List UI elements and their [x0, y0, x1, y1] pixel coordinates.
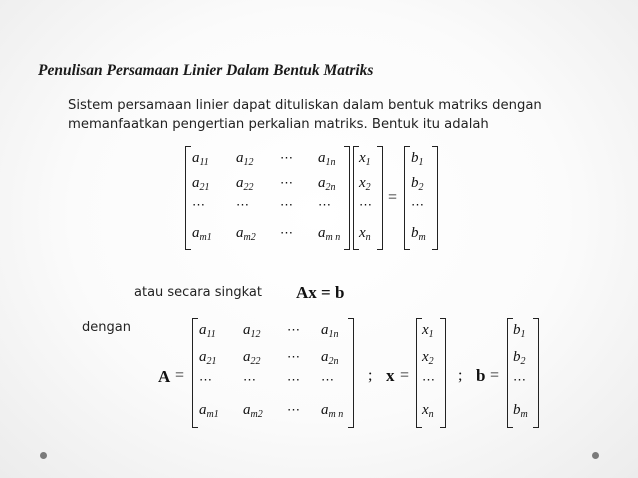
matrix-cell-symbol: a [243, 402, 251, 418]
matrix-cell-symbol: ⋯ [280, 197, 293, 212]
matrix-cell-symbol: a [236, 150, 244, 166]
matrix-cell-subscript: 11 [206, 329, 216, 340]
matrix-cell-symbol: a [192, 150, 200, 166]
vector-x-cell-symbol: ⋯ [359, 197, 372, 212]
slide-dot-right [592, 452, 599, 459]
vector-b-cell-symbol: ⋯ [513, 372, 526, 387]
label-x: x [386, 366, 395, 385]
vector-b-cell-symbol: b [513, 322, 521, 338]
matrix-cell-subscript: 22 [243, 182, 254, 193]
matrix-cell-subscript: m n [328, 409, 344, 420]
vector-b-cell-subscript: 1 [520, 329, 526, 340]
label-a: A [158, 367, 171, 386]
matrix-cell [318, 225, 340, 243]
matrix-cell [318, 150, 336, 168]
matrix-cell [243, 372, 256, 389]
semicolon-1: ; [368, 367, 373, 384]
matrix-cell [287, 322, 300, 339]
matrix-cell-symbol: a [243, 322, 251, 338]
matrix-cell [192, 150, 209, 168]
matrix-cell-symbol: a [192, 175, 200, 191]
vector-x-cell-symbol: x [422, 402, 429, 418]
matrix-cell [192, 197, 205, 214]
vector-b-cell-subscript: 2 [520, 356, 526, 367]
vector-x-cell-symbol: x [422, 349, 429, 365]
matrix-cell-subscript: 21 [206, 356, 217, 367]
vector-x-cell-subscript: n [428, 409, 434, 420]
matrix-cell [321, 322, 339, 340]
vector-x-cell [359, 150, 371, 168]
vector-x-cell [359, 197, 372, 214]
matrix-cell-symbol: ⋯ [199, 372, 212, 387]
matrix-cell [287, 349, 300, 366]
matrix-cell-symbol: a [236, 225, 244, 241]
slide-title: Penulisan Persamaan Linier Dalam Bentuk Matriks [38, 62, 374, 79]
matrix-cell-symbol: ⋯ [321, 372, 334, 387]
vector-b-cell [411, 225, 426, 243]
equals-b: = [490, 367, 500, 384]
matrix-cell [280, 225, 293, 242]
matrix-cell-symbol: ⋯ [318, 197, 331, 212]
matrix-cell-subscript: m1 [206, 409, 219, 420]
matrix-cell [199, 349, 217, 367]
vector-b-cell-subscript: 1 [418, 157, 424, 168]
matrix-cell [321, 349, 339, 367]
vector-b-cell [513, 402, 528, 420]
vector-b-cell [513, 322, 526, 340]
matrix-cell [243, 322, 261, 340]
matrix-cell-symbol: ⋯ [287, 402, 300, 417]
matrix-cell-subscript: m2 [243, 232, 256, 243]
equals-x: = [400, 367, 410, 384]
vector-b-cell [411, 150, 424, 168]
vector-b-cell [411, 175, 424, 193]
matrix-cell-symbol: a [318, 150, 326, 166]
matrix-cell-symbol: a [236, 175, 244, 191]
matrix-cell-subscript: 2n [328, 356, 339, 367]
matrix-cell [199, 322, 216, 340]
vector-x-cell [422, 402, 434, 420]
matrix-cell-symbol: ⋯ [192, 197, 205, 212]
vector-x-cell-subscript: n [365, 232, 371, 243]
matrix-cell-symbol: a [321, 349, 329, 365]
vector-b-cell-symbol: b [513, 402, 521, 418]
matrix-cell-symbol: a [192, 225, 200, 241]
intro-text [68, 96, 608, 134]
matrix-cell [243, 349, 261, 367]
matrix-cell-subscript: 2n [325, 182, 336, 193]
vector-b-cell-subscript: m [520, 409, 528, 420]
matrix-cell [236, 225, 256, 243]
vector-x-cell-symbol: x [359, 150, 366, 166]
matrix-cell-symbol: ⋯ [287, 372, 300, 387]
matrix-cell-symbol: a [199, 402, 207, 418]
matrix-cell [287, 372, 300, 389]
matrix-cell-subscript: m n [325, 232, 341, 243]
matrix-cell-symbol: ⋯ [280, 225, 293, 240]
matrix-cell [199, 402, 219, 420]
vector-b-cell-symbol: ⋯ [411, 197, 424, 212]
vector-x-cell [422, 322, 434, 340]
vector-x-cell [422, 372, 435, 389]
vector-b-cell [513, 372, 526, 389]
matrix-cell-subscript: 21 [199, 182, 210, 193]
matrix-cell [280, 175, 293, 192]
matrix-cell [321, 372, 334, 389]
matrix-cell-symbol: ⋯ [287, 349, 300, 364]
matrix-cell [192, 175, 210, 193]
matrix-cell-symbol: a [199, 349, 207, 365]
matrix-cell-symbol: ⋯ [280, 175, 293, 190]
slide-dot-left [40, 452, 47, 459]
vector-b-cell [411, 197, 424, 214]
vector-b-cell-symbol: b [411, 175, 419, 191]
matrix-cell-subscript: 12 [243, 157, 254, 168]
equals-a: = [175, 367, 185, 384]
matrix-cell [280, 197, 293, 214]
matrix-cell [280, 150, 293, 167]
label-b: b [476, 366, 486, 385]
matrix-cell-symbol: ⋯ [243, 372, 256, 387]
semicolon-2: ; [458, 367, 463, 384]
vector-x-cell-subscript: 2 [428, 356, 434, 367]
matrix-cell-subscript: 1n [328, 329, 339, 340]
matrix-cell-symbol: a [199, 322, 207, 338]
matrix-cell [236, 150, 254, 168]
vector-x-cell-symbol: ⋯ [422, 372, 435, 387]
matrix-cell [236, 197, 249, 214]
equals-sign: = [388, 189, 398, 206]
vector-x-cell [422, 349, 434, 367]
vector-b-cell-subscript: m [418, 232, 426, 243]
matrix-cell [236, 175, 254, 193]
vector-b-cell-symbol: b [411, 225, 419, 241]
vector-b-cell [513, 349, 526, 367]
matrix-cell-symbol: ⋯ [236, 197, 249, 212]
matrix-cell-subscript: 1n [325, 157, 336, 168]
with-label: dengan [82, 320, 131, 335]
matrix-cell-symbol: a [321, 402, 329, 418]
matrix-cell [243, 402, 263, 420]
vector-x-cell-subscript: 2 [365, 182, 371, 193]
intro-line-1: Sistem persamaan linier dapat dituliskan dalam bentuk matriks dengan [68, 98, 542, 113]
matrix-cell-symbol: a [318, 225, 326, 241]
matrix-cell [192, 225, 212, 243]
matrix-cell-symbol: ⋯ [280, 150, 293, 165]
short-form-label: atau secara singkat [134, 285, 262, 300]
matrix-cell-subscript: 11 [199, 157, 209, 168]
vector-x-cell-subscript: 1 [428, 329, 434, 340]
matrix-cell [287, 402, 300, 419]
matrix-cell [318, 197, 331, 214]
matrix-cell-subscript: 12 [250, 329, 261, 340]
vector-x-cell-subscript: 1 [365, 157, 371, 168]
vector-b-cell-symbol: b [411, 150, 419, 166]
intro-line-2: memanfaatkan pengertian perkalian matriks. Bentuk itu adalah [68, 117, 489, 132]
vector-b-cell-symbol: b [513, 349, 521, 365]
vector-x-cell [359, 175, 371, 193]
matrix-cell [199, 372, 212, 389]
matrix-cell-symbol: a [318, 175, 326, 191]
matrix-cell-symbol: a [321, 322, 329, 338]
matrix-cell-symbol: ⋯ [287, 322, 300, 337]
matrix-cell-symbol: a [243, 349, 251, 365]
matrix-cell-subscript: m1 [199, 232, 212, 243]
vector-x-cell-symbol: x [359, 225, 366, 241]
vector-b-cell-subscript: 2 [418, 182, 424, 193]
matrix-cell [321, 402, 343, 420]
vector-x-cell-symbol: x [359, 175, 366, 191]
matrix-cell-subscript: 22 [250, 356, 261, 367]
matrix-cell [318, 175, 336, 193]
matrix-cell-subscript: m2 [250, 409, 263, 420]
short-form-equation: Ax = b [296, 283, 345, 302]
vector-x-cell-symbol: x [422, 322, 429, 338]
vector-x-cell [359, 225, 371, 243]
